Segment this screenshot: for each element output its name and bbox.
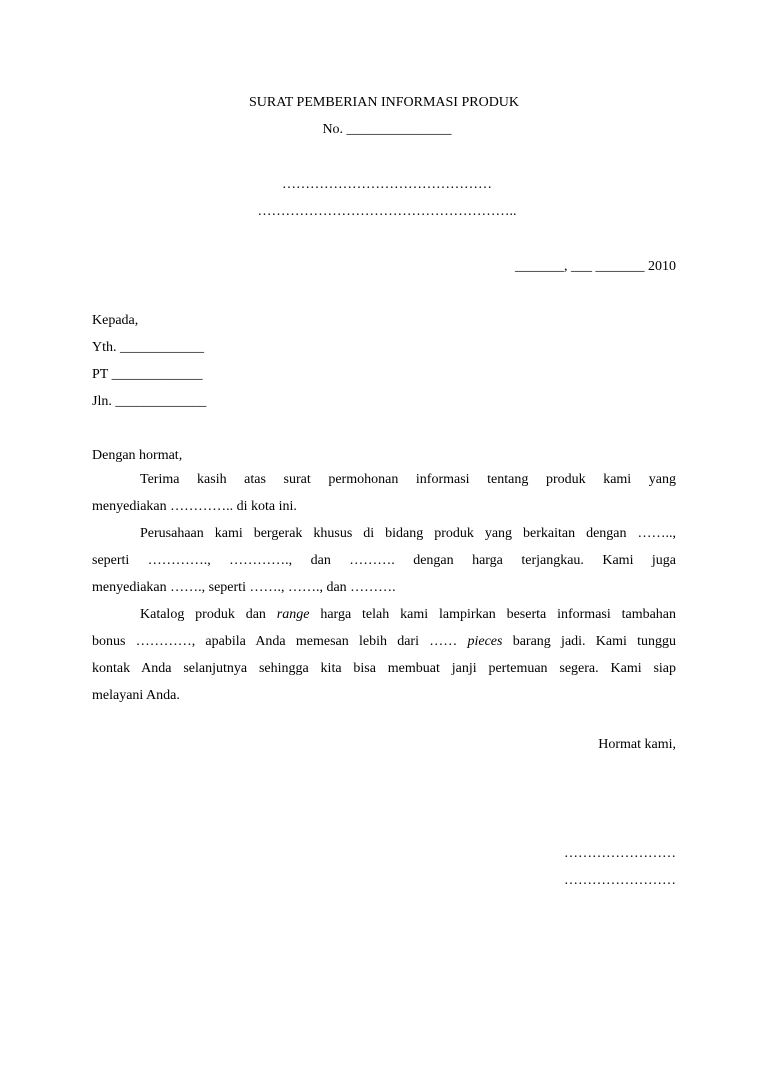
signature-name: …………………… xyxy=(564,846,676,861)
closing-regards: Hormat kami, xyxy=(598,737,676,752)
paragraph-3-line-2 xyxy=(92,628,676,655)
p3-l1-a: Katalog produk dan xyxy=(140,607,266,622)
p3-l1-b: harga telah kami lampirkan beserta informasi tambahan xyxy=(320,607,677,622)
paragraph-3-line-4: melayani Anda. xyxy=(92,688,180,703)
recipient-address: Jln. _____________ xyxy=(92,394,207,409)
paragraph-3-line-3: kontak Anda selanjutnya sehingga kita bisa membuat janji pertemuan segera. Kami siap xyxy=(92,661,676,676)
paragraph-2 xyxy=(92,520,676,601)
p3-l2-b: barang jadi. Kami tunggu xyxy=(512,634,677,649)
signature-title: …………………… xyxy=(564,873,676,888)
letter-number: No. _______________ xyxy=(322,122,452,137)
paragraph-2-line-2: seperti …………., …………., dan ………. dengan harga terjangkau. Kami juga xyxy=(92,553,676,568)
letter-date: _______, ___ _______ 2010 xyxy=(515,259,676,274)
salutation: Dengan hormat, xyxy=(92,448,183,463)
term-range: range xyxy=(276,607,310,622)
paragraph-3 xyxy=(92,601,676,709)
paragraph-1-line-1: Terima kasih atas surat permohonan informasi tentang produk kami yang xyxy=(140,472,676,487)
p3-l2-a: bonus …………, apabila Anda memesan lebih dari …… xyxy=(92,634,458,649)
paragraph-2-line-3: menyediakan ……., seperti ……., ……., dan ………. xyxy=(92,580,396,595)
paragraph-1-line-2: menyediakan ………….. di kota ini. xyxy=(92,499,297,514)
letter-title: SURAT PEMBERIAN INFORMASI PRODUK xyxy=(248,95,520,110)
paragraph-3-line-1 xyxy=(92,601,676,628)
sender-address-placeholder: ……………………………………………….. xyxy=(257,204,517,219)
paragraph-2-line-1: Perusahaan kami bergerak khusus di bidang produk yang berkaitan dengan …….., xyxy=(140,526,676,541)
recipient-name: Yth. ____________ xyxy=(92,340,204,355)
sender-name-placeholder: ……………………………………… xyxy=(282,177,492,192)
recipient-greeting: Kepada, xyxy=(92,313,139,328)
recipient-company: PT _____________ xyxy=(92,367,203,382)
paragraph-1 xyxy=(92,466,676,520)
term-pieces: pieces xyxy=(467,634,503,649)
